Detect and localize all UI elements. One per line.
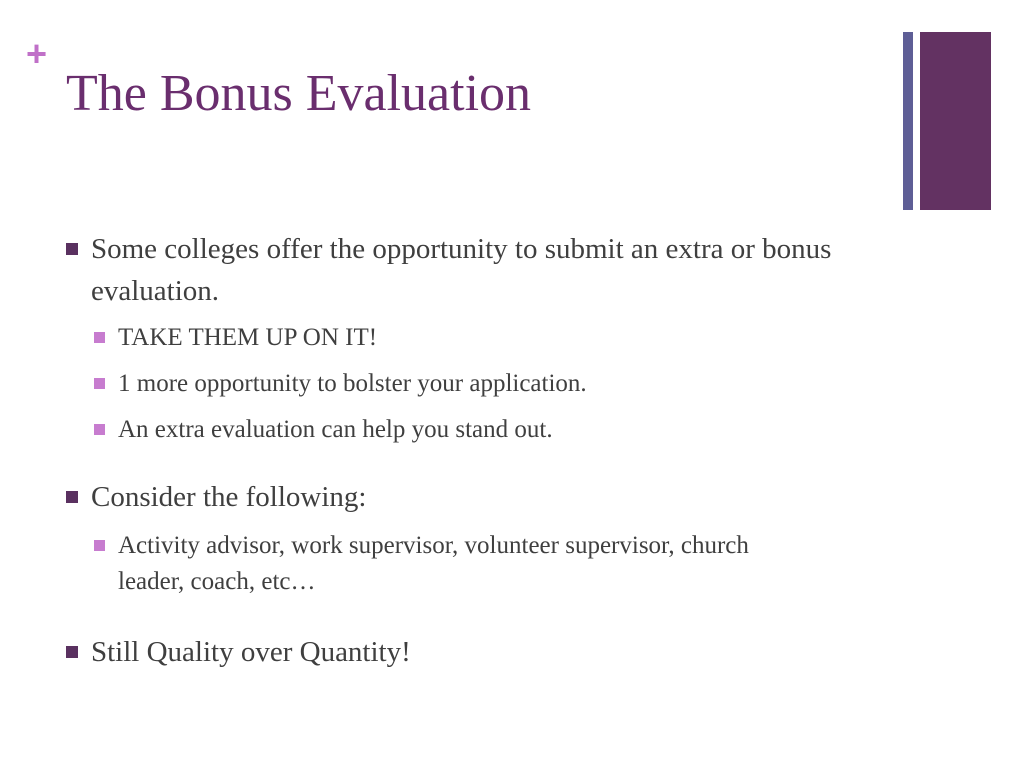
sub-bullet-text: An extra evaluation can help you stand out. (118, 416, 553, 443)
sub-bullet-item (94, 320, 814, 356)
bullet-text: Some colleges offer the opportunity to submit an extra or bonus evaluation. (91, 233, 832, 307)
square-bullet-icon (66, 646, 78, 658)
slide-title: The Bonus Evaluation (66, 65, 532, 122)
bullet-item (66, 631, 876, 673)
sub-bullet-item (94, 366, 814, 402)
square-bullet-icon (94, 332, 105, 343)
bullet-text: Consider the following: (91, 481, 367, 513)
square-bullet-icon (66, 243, 78, 255)
sub-bullet-text: Activity advisor, work supervisor, volunteer supervisor, church leader, coach, etc… (118, 532, 749, 595)
square-bullet-icon (66, 491, 78, 503)
sub-bullet-text: 1 more opportunity to bolster your application. (118, 370, 587, 397)
bullet-item (66, 228, 876, 312)
sub-bullet-text: TAKE THEM UP ON IT! (118, 324, 378, 351)
bullet-item (66, 476, 876, 518)
square-bullet-icon (94, 424, 105, 435)
square-bullet-icon (94, 540, 105, 551)
sub-bullet-item (94, 412, 814, 448)
square-bullet-icon (94, 378, 105, 389)
bullet-text: Still Quality over Quantity! (91, 636, 411, 668)
sub-bullet-item (94, 528, 814, 600)
plus-icon: + (26, 33, 48, 74)
